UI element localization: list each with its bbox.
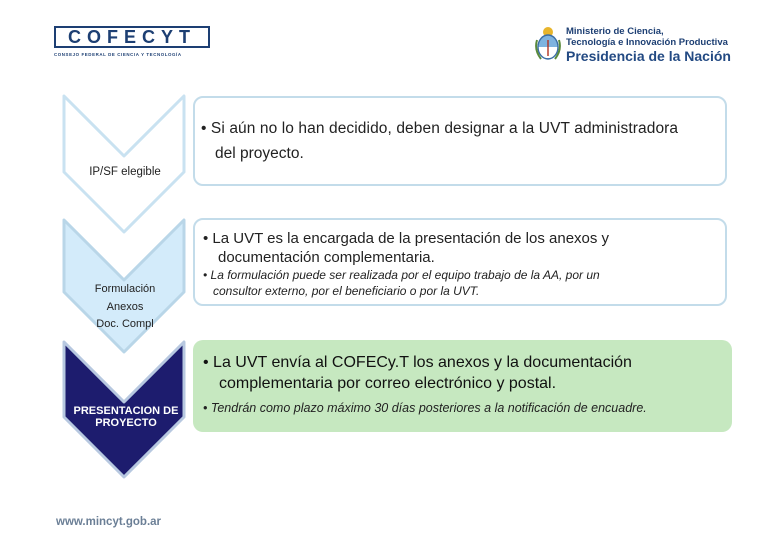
panel-1-bullet: • Si aún no lo han decidido, deben designar a la UVT administradora bbox=[201, 120, 679, 137]
ministry-line-1: Ministerio de Ciencia, bbox=[566, 26, 664, 37]
panel-2-sub-bullet-continuation: consultor externo, por el beneficiario o por la UVT. bbox=[213, 284, 480, 298]
ministry-logo-text bbox=[566, 26, 731, 64]
cofecyt-logo-wordmark: COFECYT bbox=[54, 26, 210, 48]
step-2-label bbox=[60, 281, 190, 334]
step-2-label-line-3: Doc. Compl bbox=[96, 318, 154, 330]
argentina-coat-of-arms-icon bbox=[535, 26, 561, 62]
panel-3-bullet: • La UVT envía al COFECy.T los anexos y la documentación bbox=[203, 354, 632, 371]
panel-2-sub-bullet: • La formulación puede ser realizada por el equipo trabajo de la AA, por un bbox=[203, 268, 600, 282]
panel-2-bullet: • La UVT es la encargada de la presentación de los anexos y bbox=[203, 230, 610, 247]
step-1-label: IP/SF elegible bbox=[89, 166, 161, 178]
panel-1-bullet-continuation: del proyecto. bbox=[215, 145, 304, 162]
ministry-line-3: Presidencia de la Nación bbox=[566, 48, 731, 64]
ministry-line-2: Tecnología e Innovación Productiva bbox=[566, 37, 728, 48]
step-2-label-line-1: Formulación bbox=[94, 283, 156, 295]
step-3-label-line-1: PRESENTACION DE bbox=[73, 405, 179, 417]
panel-3-bullet-continuation: complementaria por correo electrónico y postal. bbox=[219, 375, 557, 392]
chevron-step-1 bbox=[64, 96, 184, 232]
footer-url: www.mincyt.gob.ar bbox=[56, 516, 162, 528]
step-3-label bbox=[62, 405, 190, 429]
panel-step-1 bbox=[193, 96, 727, 186]
step-2-label-line-2: Anexos bbox=[106, 300, 144, 313]
panel-2-bullet-continuation: documentación complementaria. bbox=[218, 249, 435, 266]
panel-3-sub-bullet: • Tendrán como plazo máximo 30 días posteriores a la notificación de encuadre. bbox=[203, 401, 647, 415]
cofecyt-logo-subtitle: CONSEJO FEDERAL DE CIENCIA Y TECNOLOGÍA bbox=[54, 52, 182, 57]
cofecyt-logo bbox=[54, 26, 214, 60]
step-3-label-line-2: PROYECTO bbox=[95, 417, 157, 429]
